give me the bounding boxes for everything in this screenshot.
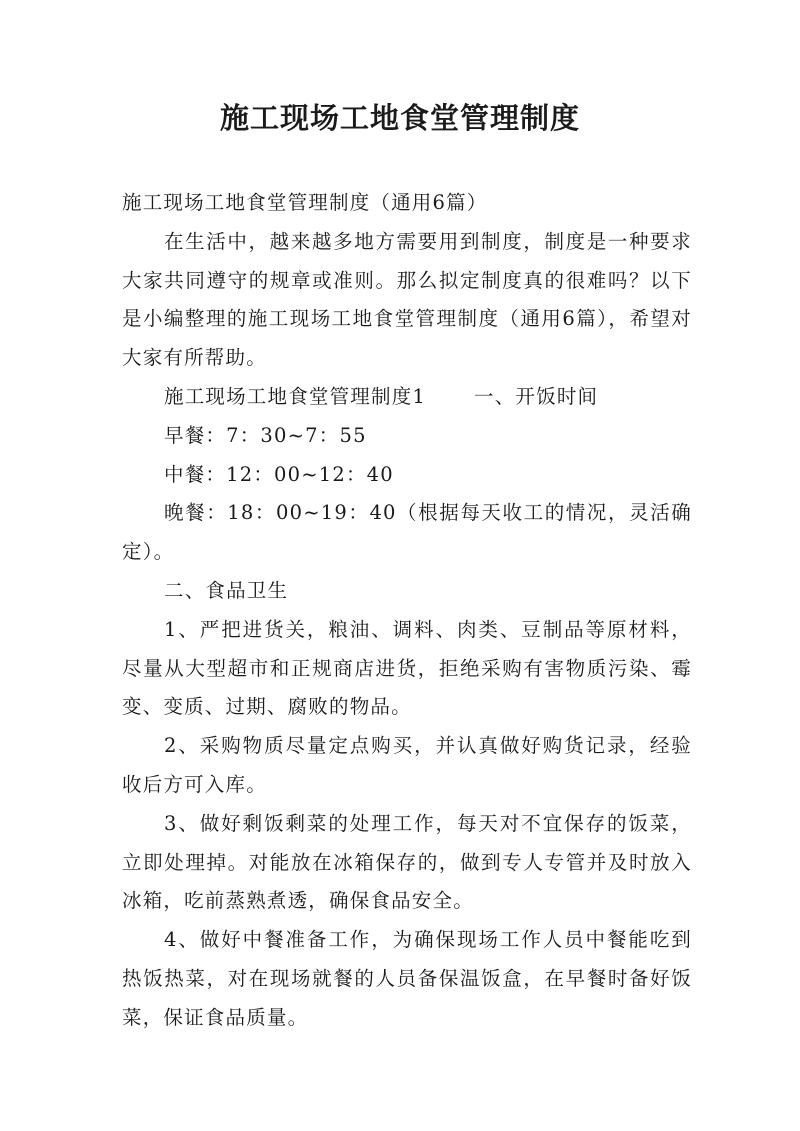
hygiene-item-4: 4、做好中餐准备工作，为确保现场工作人员中餐能吃到热饭热菜，对在现场就餐的人员备保温饭盒，在早餐时备好饭菜，保证食品质量。 [122,928,692,1029]
lunch-time: 中餐：12：00~12：40 [164,462,394,486]
hygiene-item-2: 2、采购物质尽量定点购买，并认真做好购货记录，经验收后方可入库。 [122,734,692,796]
document-subtitle: 施工现场工地食堂管理制度（通用6篇） [122,191,488,214]
hygiene-item-1: 1、严把进货关，粮油、调料、肉类、豆制品等原材料，尽量从大型超市和正规商店进货，拒绝采购有害物质污染、霉变、变质、过期、腐败的物品。 [122,617,692,719]
section1-heading: 施工现场工地食堂管理制度1 [164,384,427,408]
section1-heading-line [122,378,692,417]
hygiene-item-3: 3、做好剩饭剩菜的处理工作，每天对不宜保存的饭菜，立即处理掉。对能放在冰箱保存的，做到专人专管并及时放入冰箱，吃前蒸熟煮透，确保食品安全。 [122,811,692,913]
document-body [122,184,692,1038]
document-title: 施工现场工地食堂管理制度 [219,101,580,135]
section2-heading: 二、食品卫生 [164,578,289,602]
section1-subheading: 一、开饭时间 [474,384,599,408]
dinner-time: 晚餐：18：00~19：40（根据每天收工的情况，灵活确定）。 [122,501,692,564]
breakfast-time: 早餐：7：30~7：55 [164,423,367,447]
intro-paragraph: 在生活中，越来越多地方需要用到制度，制度是一种要求大家共同遵守的规章或准则。那么拟定制度真的很难吗？以下是小编整理的施工现场工地食堂管理制度（通用6篇），希望对大家有所帮助。 [122,229,692,370]
